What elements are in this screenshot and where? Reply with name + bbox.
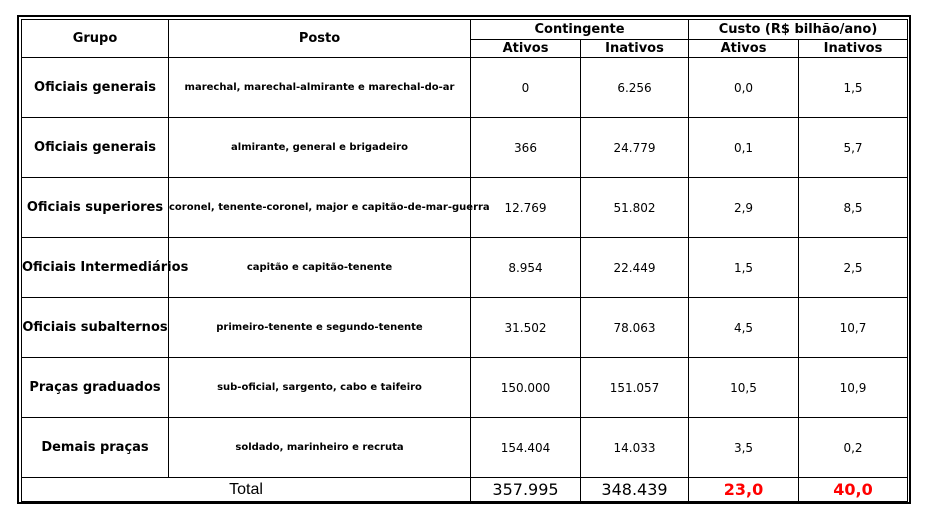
contingente-inativos-cell: 22.449	[581, 238, 689, 298]
contingente-inativos-cell: 78.063	[581, 298, 689, 358]
custo-inativos-cell: 2,5	[799, 238, 908, 298]
contingente-inativos-cell: 24.779	[581, 118, 689, 178]
grupo-cell: Oficiais generais	[22, 118, 169, 178]
custo-inativos-cell: 10,7	[799, 298, 908, 358]
posto-cell: coronel, tenente-coronel, major e capitão-de-mar-guerra	[169, 178, 471, 238]
table-frame	[17, 15, 911, 504]
posto-cell: soldado, marinheiro e recruta	[169, 418, 471, 478]
military-cost-table	[21, 19, 908, 502]
custo-inativos-cell: 5,7	[799, 118, 908, 178]
posto-cell: sub-oficial, sargento, cabo e taifeiro	[169, 358, 471, 418]
table-row	[22, 298, 908, 358]
header-contingente-ativos: Ativos	[471, 40, 581, 58]
total-custo-ativos: 23,0	[689, 478, 799, 502]
total-contingente-inativos: 348.439	[581, 478, 689, 502]
header-custo-inativos: Inativos	[799, 40, 908, 58]
grupo-cell: Praças graduados	[22, 358, 169, 418]
custo-ativos-cell: 10,5	[689, 358, 799, 418]
contingente-inativos-cell: 14.033	[581, 418, 689, 478]
contingente-ativos-cell: 12.769	[471, 178, 581, 238]
custo-ativos-cell: 4,5	[689, 298, 799, 358]
header-posto: Posto	[169, 20, 471, 58]
custo-inativos-cell: 10,9	[799, 358, 908, 418]
contingente-ativos-cell: 366	[471, 118, 581, 178]
custo-ativos-cell: 2,9	[689, 178, 799, 238]
table-row	[22, 418, 908, 478]
custo-inativos-cell: 8,5	[799, 178, 908, 238]
custo-inativos-cell: 1,5	[799, 58, 908, 118]
grupo-cell: Demais praças	[22, 418, 169, 478]
header-grupo: Grupo	[22, 20, 169, 58]
custo-inativos-cell: 0,2	[799, 418, 908, 478]
custo-ativos-cell: 0,1	[689, 118, 799, 178]
contingente-ativos-cell: 150.000	[471, 358, 581, 418]
table-row	[22, 118, 908, 178]
header-contingente-inativos: Inativos	[581, 40, 689, 58]
header-custo: Custo (R$ bilhão/ano)	[689, 20, 908, 40]
contingente-ativos-cell: 154.404	[471, 418, 581, 478]
contingente-ativos-cell: 31.502	[471, 298, 581, 358]
header-custo-ativos: Ativos	[689, 40, 799, 58]
grupo-cell: Oficiais generais	[22, 58, 169, 118]
contingente-ativos-cell: 0	[471, 58, 581, 118]
posto-cell: primeiro-tenente e segundo-tenente	[169, 298, 471, 358]
grupo-cell: Oficiais superiores	[22, 178, 169, 238]
posto-cell: capitão e capitão-tenente	[169, 238, 471, 298]
contingente-ativos-cell: 8.954	[471, 238, 581, 298]
table-row	[22, 358, 908, 418]
total-contingente-ativos: 357.995	[471, 478, 581, 502]
custo-ativos-cell: 1,5	[689, 238, 799, 298]
custo-ativos-cell: 3,5	[689, 418, 799, 478]
table-row	[22, 178, 908, 238]
total-row	[22, 478, 908, 502]
custo-ativos-cell: 0,0	[689, 58, 799, 118]
contingente-inativos-cell: 6.256	[581, 58, 689, 118]
total-custo-inativos: 40,0	[799, 478, 908, 502]
table-row	[22, 58, 908, 118]
posto-cell: almirante, general e brigadeiro	[169, 118, 471, 178]
contingente-inativos-cell: 151.057	[581, 358, 689, 418]
total-label: Total	[22, 478, 471, 502]
header-row-top	[22, 20, 908, 40]
contingente-inativos-cell: 51.802	[581, 178, 689, 238]
posto-cell: marechal, marechal-almirante e marechal-do-ar	[169, 58, 471, 118]
table-row	[22, 238, 908, 298]
table-body	[22, 58, 908, 478]
grupo-cell: Oficiais Intermediários	[22, 238, 169, 298]
grupo-cell: Oficiais subalternos	[22, 298, 169, 358]
header-contingente: Contingente	[471, 20, 689, 40]
